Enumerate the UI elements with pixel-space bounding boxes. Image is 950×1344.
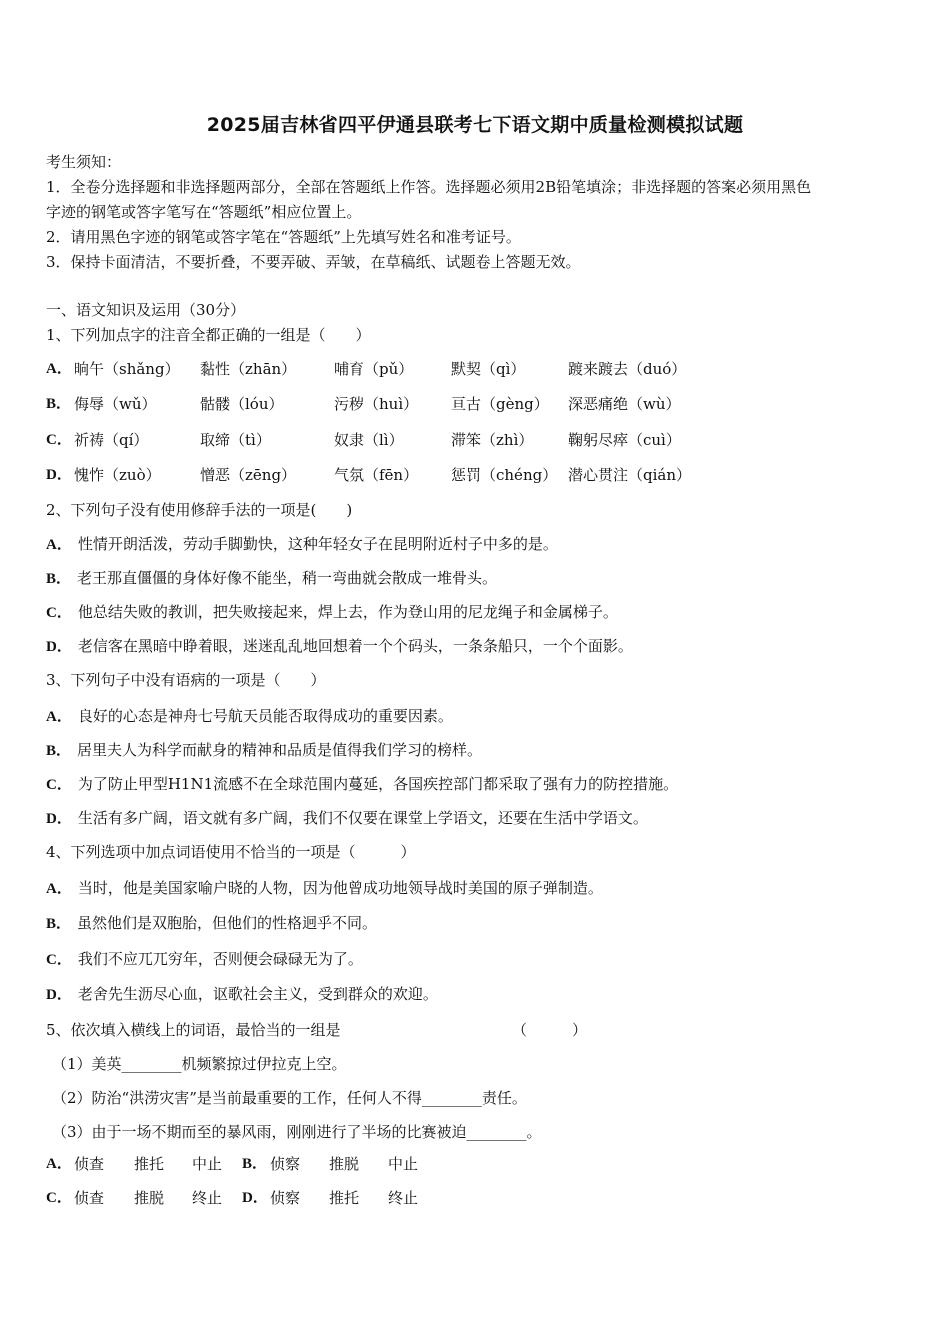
pinyin-item: 取缔（tì） <box>200 431 271 449</box>
choice-word: 侦察 <box>270 1189 301 1207</box>
choice-word: 侦查 <box>74 1189 105 1207</box>
pinyin-item: 哺育（pǔ） <box>334 360 414 378</box>
notice-item: 1．全卷分选择题和非选择题两部分，全部在答题纸上作答。选择题必须用2B铅笔填涂；非选择题的答案必须用黑色 <box>46 178 812 196</box>
option-text: 虽然他们是双胞胎，但他们的性格迥乎不同。 <box>77 914 378 932</box>
q1-option-row <box>46 428 906 453</box>
option-text: 老信客在黑暗中睁着眼，迷迷乱乱地回想着一个个码头，一条条船只，一个个面影。 <box>77 637 633 655</box>
pinyin-item: 滞笨（zhì） <box>451 431 534 449</box>
option-letter: A． <box>46 881 72 897</box>
option-letter: C． <box>46 605 72 621</box>
answer-paren: （ ） <box>512 1021 588 1039</box>
blank-sentence: （3）由于一场不期而至的暴风雨，刚刚进行了半场的比赛被迫________。 <box>52 1123 542 1141</box>
notice-heading: 考生须知： <box>46 153 122 171</box>
option-letter: C． <box>46 777 72 793</box>
option-letter: B． <box>46 571 72 587</box>
choice-word: 终止 <box>192 1189 223 1207</box>
option-letter: C． <box>46 432 72 448</box>
option-letter: B． <box>46 396 72 412</box>
choice-word: 推托 <box>329 1189 360 1207</box>
pinyin-item: 踱来踱去（duó） <box>568 360 687 378</box>
option-text: 良好的心态是神舟七号航天员能否取得成功的重要因素。 <box>77 707 453 725</box>
option-line <box>46 772 910 798</box>
choice-word: 侦查 <box>74 1155 105 1173</box>
q1-option-row <box>46 392 906 417</box>
option-line <box>46 704 910 730</box>
option-line <box>46 634 910 660</box>
option-letter: D． <box>242 1190 268 1206</box>
choice-word: 推脱 <box>329 1155 360 1173</box>
q5-choice-row <box>46 1152 546 1177</box>
pinyin-item: 亘古（gèng） <box>451 395 549 413</box>
section-heading: 一、语文知识及运用（30分） <box>46 301 246 319</box>
pinyin-item: 惩罚（chéng） <box>451 466 558 484</box>
notice-item: 3．保持卡面清洁，不要折叠，不要弄破、弄皱，在草稿纸、试题卷上答题无效。 <box>46 253 581 271</box>
option-text: 他总结失败的教训，把失败接起来，焊上去，作为登山用的尼龙绳子和金属梯子。 <box>77 603 618 621</box>
q5-choice-row <box>46 1186 546 1211</box>
option-letter: C． <box>46 952 72 968</box>
option-letter: D． <box>46 639 72 655</box>
pinyin-item: 潜心贯注（qián） <box>568 466 692 484</box>
question-stem <box>46 1018 910 1043</box>
pinyin-item: 黏性（zhān） <box>200 360 297 378</box>
notice-item: 2．请用黑色字迹的钢笔或答字笔在“答题纸”上先填写姓名和准考证号。 <box>46 228 521 246</box>
option-letter: A． <box>46 537 72 553</box>
choice-word: 终止 <box>388 1189 419 1207</box>
option-text: 居里夫人为科学而献身的精神和品质是值得我们学习的榜样。 <box>77 741 483 759</box>
pinyin-item: 骷髅（lóu） <box>200 395 284 413</box>
pinyin-item: 晌午（shǎng） <box>74 360 180 378</box>
option-line <box>46 806 910 832</box>
blank-sentence: （2）防治“洪涝灾害”是当前最重要的工作，任何人不得________责任。 <box>52 1089 527 1107</box>
pinyin-item: 愧怍（zuò） <box>74 466 161 484</box>
option-letter: A． <box>46 361 72 377</box>
option-letter: D． <box>46 467 72 483</box>
option-letter: C． <box>46 1190 72 1206</box>
choice-word: 中止 <box>388 1155 419 1173</box>
option-line <box>46 600 910 626</box>
option-text: 当时，他是美国家喻户晓的人物，因为他曾成功地领导战时美国的原子弹制造。 <box>77 879 603 897</box>
option-text: 为了防止甲型H1N1流感不在全球范围内蔓延，各国疾控部门都采取了强有力的防控措施。 <box>77 775 679 793</box>
option-text: 生活有多广阔，语文就有多广阔，我们不仅要在课堂上学语文，还要在生活中学语文。 <box>77 809 648 827</box>
choice-word: 推脱 <box>134 1189 165 1207</box>
option-letter: D． <box>46 811 72 827</box>
option-line <box>46 947 910 973</box>
choice-word: 侦察 <box>270 1155 301 1173</box>
blank-sentence: （1）美英________机频繁掠过伊拉克上空。 <box>52 1055 347 1073</box>
option-line <box>46 566 910 592</box>
notice-item: 字迹的钢笔或答字笔写在“答题纸”相应位置上。 <box>46 203 362 221</box>
question-stem-text: 5、依次填入横线上的词语，最恰当的一组是 <box>46 1021 341 1039</box>
pinyin-item: 祈祷（qí） <box>74 431 149 449</box>
option-text: 我们不应兀兀穷年，否则便会碌碌无为了。 <box>77 950 363 968</box>
pinyin-item: 默契（qì） <box>451 360 526 378</box>
pinyin-item: 鞠躬尽瘁（cuì） <box>568 431 681 449</box>
option-letter: B． <box>242 1156 268 1172</box>
question-stem: 3、下列句子中没有语病的一项是（ ） <box>46 671 326 689</box>
question-stem: 1、下列加点字的注音全都正确的一组是（ ） <box>46 326 371 344</box>
pinyin-item: 憎恶（zēng） <box>200 466 297 484</box>
choice-word: 推托 <box>134 1155 165 1173</box>
option-text: 老王那直僵僵的身体好像不能坐，稍一弯曲就会散成一堆骨头。 <box>77 569 498 587</box>
pinyin-item: 侮辱（wǔ） <box>74 395 157 413</box>
option-line <box>46 876 910 902</box>
option-letter: B． <box>46 916 72 932</box>
pinyin-item: 气氛（fēn） <box>334 466 419 484</box>
choice-word: 中止 <box>192 1155 223 1173</box>
page-title: 2025届吉林省四平伊通县联考七下语文期中质量检测模拟试题 <box>206 114 744 136</box>
option-line <box>46 911 910 937</box>
option-letter: B． <box>46 743 72 759</box>
pinyin-item: 污秽（huì） <box>334 395 419 413</box>
pinyin-item: 深恶痛绝（wù） <box>568 395 681 413</box>
question-stem: 4、下列选项中加点词语使用不恰当的一项是（ ） <box>46 843 416 861</box>
option-line <box>46 982 910 1008</box>
option-line <box>46 532 910 558</box>
option-letter: A． <box>46 1156 72 1172</box>
q1-option-row <box>46 357 906 382</box>
option-line <box>46 738 910 764</box>
question-stem: 2、下列句子没有使用修辞手法的一项是( ) <box>46 501 353 519</box>
option-text: 性情开朗活泼，劳动手脚勤快，这种年轻女子在昆明附近村子中多的是。 <box>77 535 558 553</box>
pinyin-item: 奴隶（lì） <box>334 431 404 449</box>
option-text: 老舍先生沥尽心血，讴歌社会主义，受到群众的欢迎。 <box>77 985 438 1003</box>
option-letter: D． <box>46 987 72 1003</box>
option-letter: A． <box>46 709 72 725</box>
q1-option-row <box>46 463 906 488</box>
